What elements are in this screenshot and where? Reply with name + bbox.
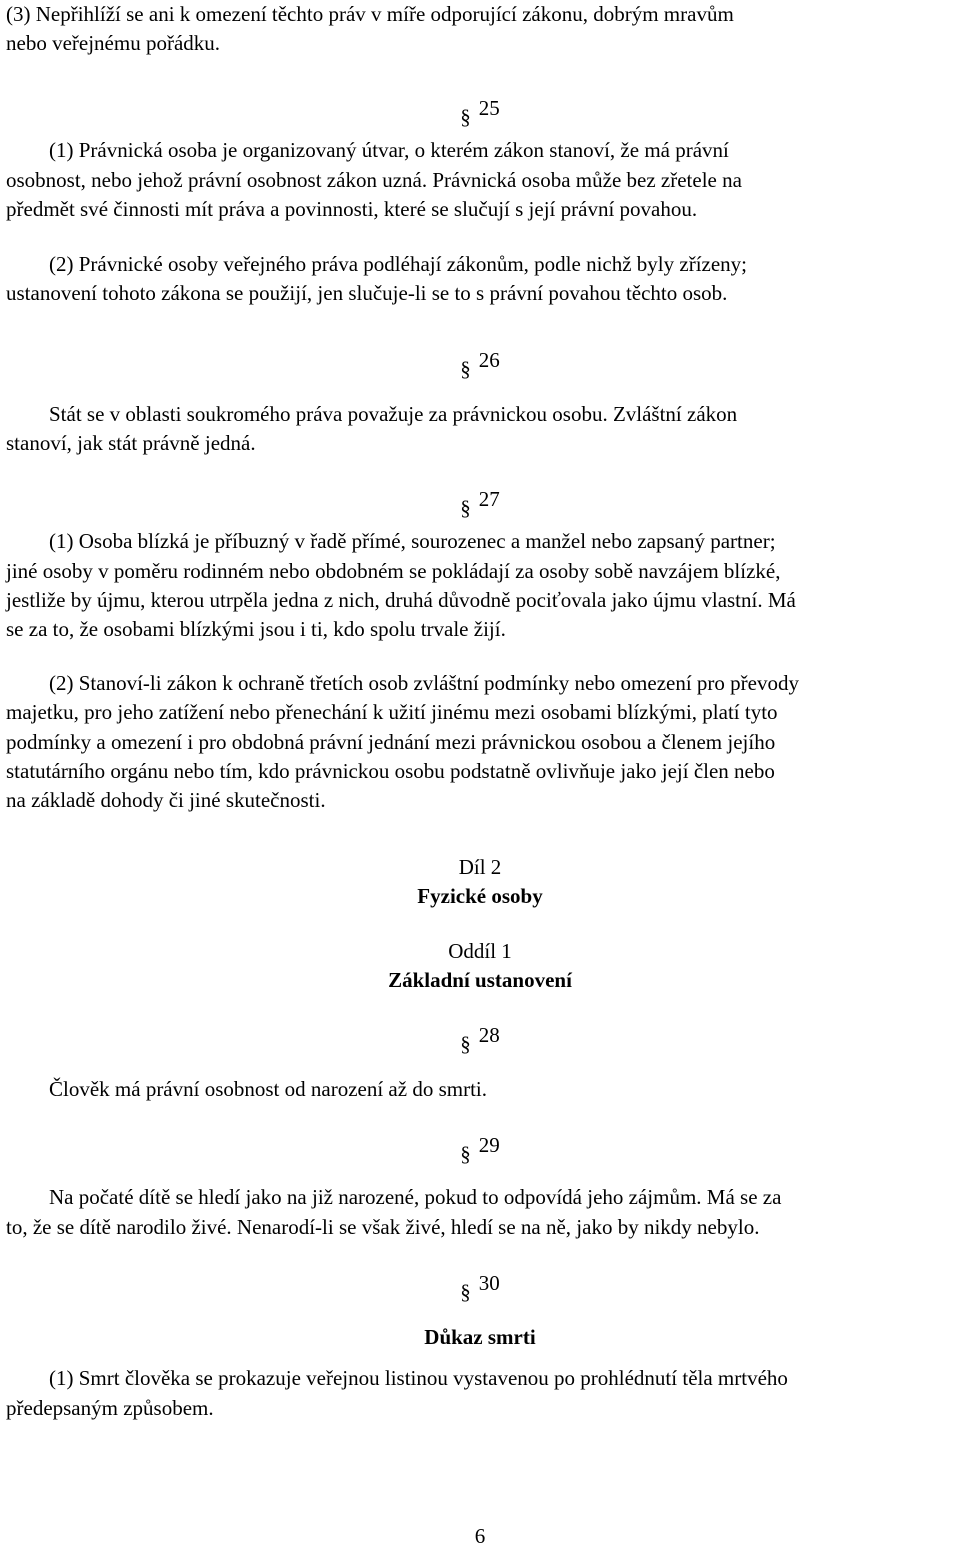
division-heading: Oddíl 1: [448, 939, 512, 963]
section-27-p2-line-5: na základě dohody či jiné skutečnosti.: [6, 788, 326, 812]
section-29-line-1: Na počaté dítě se hledí jako na již narozené, pokud to odpovídá jeho zájmům. Má se za: [49, 1185, 782, 1209]
section-25-p1-line-3: předmět své činnosti mít práva a povinnosti, které se slučují s její právní povahou.: [6, 197, 698, 221]
section-25-number: 25: [478, 96, 500, 120]
section-25-p2-line-2: ustanovení tohoto zákona se použijí, jen slučuje-li se to s právní povahou těchto osob.: [6, 281, 728, 305]
section-27-p2-line-1: (2) Stanoví-li zákon k ochraně třetích osob zvláštní podmínky nebo omezení pro převody: [49, 671, 799, 695]
section-27-p1-line-4: se za to, že osobami blízkými jsou i ti, kdo spolu trvale žijí.: [6, 617, 506, 641]
division-title: Základní ustanovení: [388, 968, 572, 992]
section-27-p1-line-1: (1) Osoba blízká je příbuzný v řadě přímé, sourozenec a manžel nebo zapsaný partner;: [49, 529, 776, 553]
part-title: Fyzické osoby: [417, 884, 543, 908]
section-symbol: §: [460, 1032, 471, 1056]
section-28-heading: [0, 1020, 960, 1059]
section-27-p2-line-2: majetku, pro jeho zatížení nebo přenechání k užití jinému mezi osobami blízkými, platí tyto: [6, 700, 778, 724]
section-27-p2-line-3: podmínky a omezení i pro obdobná právní jednání mezi právnickou osobou a členem jejího: [6, 730, 776, 754]
section-symbol: §: [460, 496, 471, 520]
section-27-p1-line-2: jiné osoby v poměru rodinném nebo obdobném se pokládají za osoby sobě navzájem blízké,: [6, 559, 781, 583]
section-30-heading: [0, 1268, 960, 1307]
page-number: 6: [474, 1524, 486, 1548]
section-symbol: §: [460, 357, 471, 381]
section-27-heading: [0, 484, 960, 523]
section-30-p1-line-1: (1) Smrt člověka se prokazuje veřejnou listinou vystavenou po prohlédnutí těla mrtvého: [49, 1366, 788, 1390]
section-29-number: 29: [478, 1133, 500, 1157]
section-26-line-2: stanoví, jak stát právně jedná.: [6, 431, 256, 455]
section-28-line-1: Člověk má právní osobnost od narození až do smrti.: [49, 1077, 487, 1101]
section-26-number: 26: [478, 348, 500, 372]
section-25-p2-line-1: (2) Právnické osoby veřejného práva podléhají zákonům, podle nichž byly zřízeny;: [49, 252, 748, 276]
section-28-number: 28: [478, 1023, 500, 1047]
paragraph-3-line-2: nebo veřejnému pořádku.: [6, 31, 221, 55]
section-29-line-2: to, že se dítě narodilo živé. Nenarodí-li se však živé, hledí se na ně, jako by nikdy nebylo.: [6, 1215, 760, 1239]
section-symbol: §: [460, 1142, 471, 1166]
section-26-heading: [0, 345, 960, 384]
section-29-heading: [0, 1130, 960, 1169]
section-30-title: Důkaz smrti: [424, 1325, 536, 1349]
section-26-line-1: Stát se v oblasti soukromého práva považuje za právnickou osobu. Zvláštní zákon: [49, 402, 738, 426]
section-30-number: 30: [478, 1271, 500, 1295]
section-27-p1-line-3: jestliže by újmu, kterou utrpěla jedna z nich, druhá důvodně pociťovala jako újmu vlastní. Má: [6, 588, 796, 612]
section-symbol: §: [460, 105, 471, 129]
part-heading: Díl 2: [458, 855, 502, 879]
section-25-p1-line-1: (1) Právnická osoba je organizovaný útvar, o kterém zákon stanoví, že má právní: [49, 138, 729, 162]
section-25-heading: [0, 93, 960, 132]
section-25-p1-line-2: osobnost, nebo jehož právní osobnost zákon uzná. Právnická osoba může bez zřetele na: [6, 168, 742, 192]
section-symbol: §: [460, 1280, 471, 1304]
paragraph-3-line-1: (3) Nepřihlíží se ani k omezení těchto práv v míře odporující zákonu, dobrým mravům: [6, 2, 734, 26]
section-27-p2-line-4: statutárního orgánu nebo tím, kdo právnickou osobu podstatně ovlivňuje jako její člen nebo: [6, 759, 775, 783]
section-30-p1-line-2: předepsaným způsobem.: [6, 1396, 214, 1420]
section-27-number: 27: [478, 487, 500, 511]
